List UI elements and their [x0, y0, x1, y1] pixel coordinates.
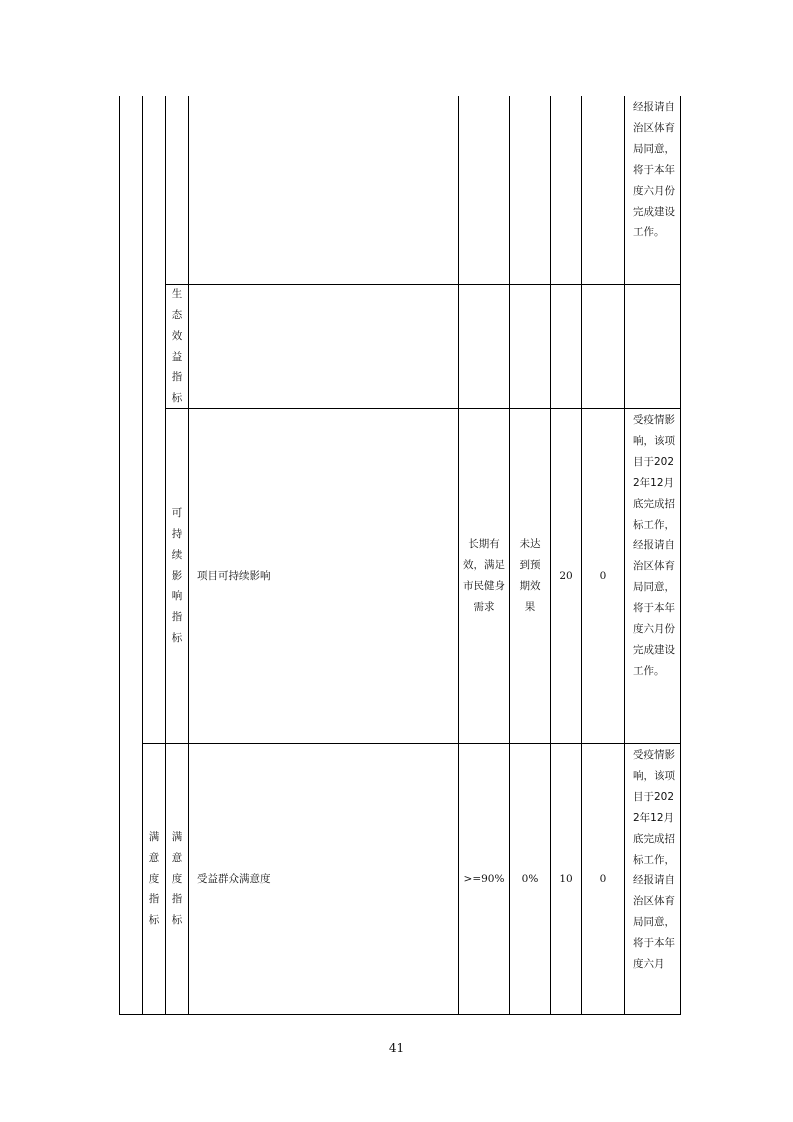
grid-line — [119, 1014, 681, 1015]
indicator-cell — [189, 744, 458, 1014]
indicator-label: 受益群众满意度 — [197, 872, 271, 885]
grid-line — [624, 96, 625, 1015]
primary-indicator-cell — [143, 744, 165, 1014]
grid-line — [165, 284, 681, 285]
indicator-cell — [189, 409, 458, 743]
remark-cell: 受疫情影响，该项目于2022年12月底完成招标工作，经报请自治区体育局同意，将于本年度六月 — [633, 749, 675, 971]
remark-cell: 受疫情影响，该项目于2022年12月底完成招标工作，经报请自治区体育局同意，将于本年度六月份完成建设工作。 — [633, 414, 675, 677]
target-cell — [459, 744, 509, 1014]
page-number: 41 — [388, 1041, 405, 1055]
secondary-indicator-label: 生态效益指标 — [171, 287, 183, 405]
secondary-indicator-cell — [166, 285, 188, 408]
target-value: >=90% — [463, 872, 505, 885]
score-value: 0 — [599, 569, 607, 582]
weight-cell — [551, 744, 581, 1014]
secondary-indicator-label: 满意度指标 — [171, 830, 183, 927]
secondary-indicator-cell — [166, 409, 188, 743]
actual-value: 未达到预期效果 — [519, 538, 541, 613]
weight-value: 20 — [559, 569, 573, 582]
score-value: 0 — [599, 872, 607, 885]
score-cell — [582, 744, 624, 1014]
grid-line — [680, 96, 681, 1015]
grid-line — [119, 96, 120, 1015]
target-value: 长期有效，满足市民健身需求 — [463, 538, 505, 613]
target-cell — [459, 409, 509, 743]
weight-cell — [551, 409, 581, 743]
weight-value: 10 — [559, 872, 573, 885]
secondary-indicator-label: 可持续影响指标 — [171, 506, 183, 645]
actual-value: 0% — [521, 872, 539, 885]
indicator-label: 项目可持续影响 — [197, 569, 271, 582]
actual-cell — [510, 409, 550, 743]
actual-cell — [510, 744, 550, 1014]
secondary-indicator-cell — [166, 744, 188, 1014]
primary-indicator-label: 满意度指标 — [148, 830, 160, 927]
remark-cell: 经报请自治区体育局同意，将于本年度六月份完成建设工作。 — [633, 101, 675, 239]
score-cell — [582, 409, 624, 743]
